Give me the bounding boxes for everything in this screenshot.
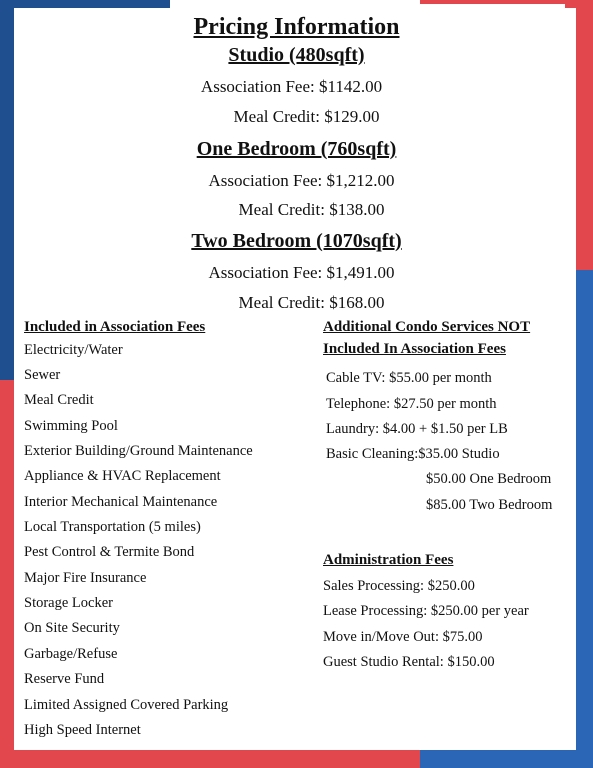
included-item: Pest Control & Termite Bond [24,544,195,560]
included-item: Garbage/Refuse [24,646,118,662]
unit-heading-two-bedroom: Two Bedroom (1070sqft) [191,230,402,252]
admin-heading: Administration Fees [323,552,454,568]
one-bedroom-association-fee: Association Fee: $1,212.00 [208,171,395,190]
additional-item: Laundry: $4.00 + $1.50 per LB [326,421,508,437]
cleaning-extra-item: $85.00 Two Bedroom [426,497,553,513]
included-item: Storage Locker [24,595,113,611]
additional-item: Telephone: $27.50 per month [326,396,497,412]
included-item: Local Transportation (5 miles) [24,519,201,535]
included-item: Interior Mechanical Maintenance [24,494,218,510]
additional-heading-line2: Included In Association Fees [323,341,506,357]
additional-heading-line1: Additional Condo Services NOT [323,319,531,335]
one-bedroom-meal-credit: Meal Credit: $138.00 [238,200,385,219]
admin-item: Sales Processing: $250.00 [323,578,475,594]
unit-heading-one-bedroom: One Bedroom (760sqft) [196,138,397,160]
admin-item: Move in/Move Out: $75.00 [323,629,483,645]
studio-meal-credit: Meal Credit: $129.00 [233,107,380,126]
cleaning-extra-item: $50.00 One Bedroom [426,471,552,487]
included-item: On Site Security [24,620,120,636]
admin-item: Lease Processing: $250.00 per year [323,603,529,619]
included-item: Reserve Fund [24,671,105,687]
included-item: Sewer [24,367,61,383]
included-item: Limited Assigned Covered Parking [24,697,229,713]
two-bedroom-association-fee: Association Fee: $1,491.00 [208,263,395,282]
two-bedroom-meal-credit: Meal Credit: $168.00 [238,293,385,312]
studio-association-fee: Association Fee: $1142.00 [200,77,383,96]
included-item: Swimming Pool [24,418,118,434]
additional-item: Cable TV: $55.00 per month [326,370,492,386]
included-heading: Included in Association Fees [24,319,206,335]
page-title: Pricing Information [193,14,400,40]
included-item: Appliance & HVAC Replacement [24,468,221,484]
additional-item: Basic Cleaning:$35.00 Studio [326,446,500,462]
unit-heading-studio: Studio (480sqft) [228,44,365,66]
admin-item: Guest Studio Rental: $150.00 [323,654,495,670]
included-item: Electricity/Water [24,342,123,358]
included-item: Major Fire Insurance [24,570,147,586]
included-item: High Speed Internet [24,722,141,738]
included-item: Meal Credit [24,392,94,408]
included-item: Exterior Building/Ground Maintenance [24,443,253,459]
